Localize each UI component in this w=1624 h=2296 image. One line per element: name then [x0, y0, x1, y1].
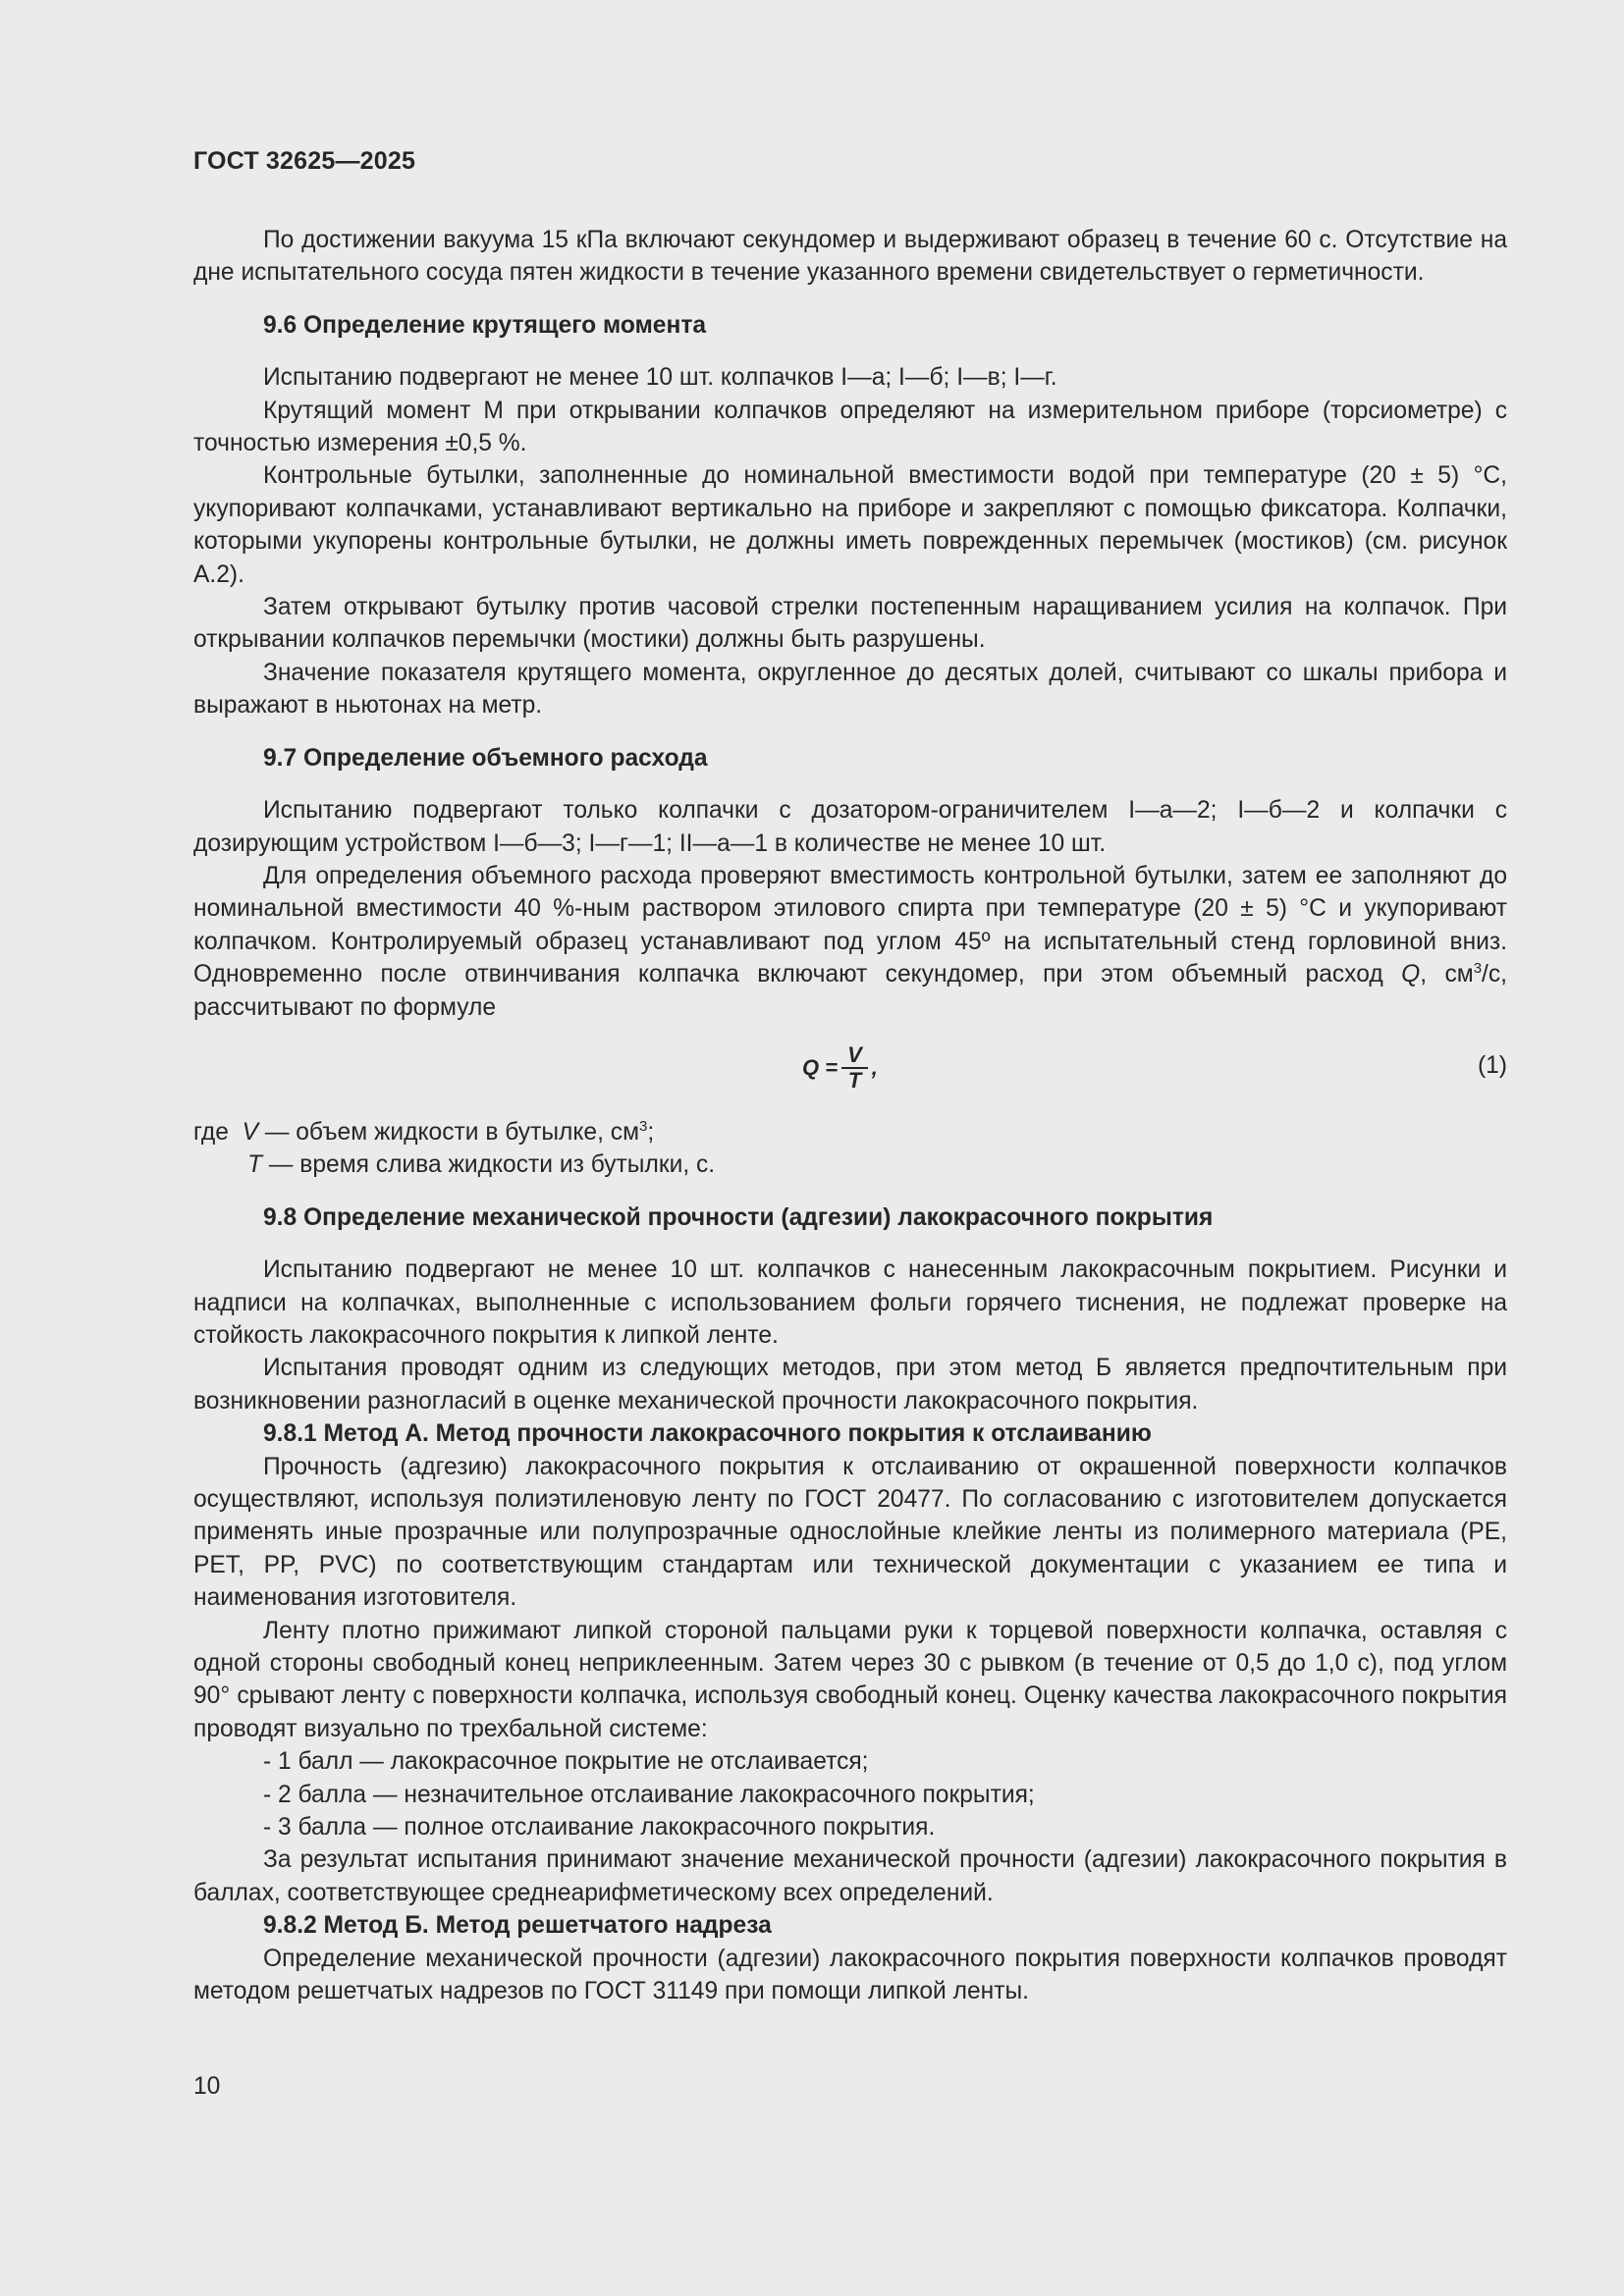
formula-fraction: [841, 1043, 868, 1093]
document-header: ГОСТ 32625—2025: [193, 147, 416, 175]
paragraph: Контрольные бутылки, заполненные до номинальной вместимости водой при температуре (20 ± 5) °С, укупоривают колпачками, устанавливают вертикально на приборе и закрепляют с помощью фиксатора. Колпачки, которыми укупорены контрольные бутылки, не должны иметь поврежденных перемычек (мостиков) (см. рисунок А.2).: [193, 462, 1507, 588]
formula-numerator: V: [841, 1043, 868, 1069]
formula-legend: [193, 1116, 1507, 1182]
paragraph: Ленту плотно прижимают липкой стороной пальцами руки к торцевой поверхности колпачка, оставляя с одной стороны свободный конец неприклеенным. Затем через 30 с рывком (в течение от 0,5 до 1,0 с), под углом 90° срывают ленту с поверхности колпачка, используя свободный конец. Оценку качества лакокрасочного покрытия проводят визуально по трехбальной системе:: [193, 1617, 1507, 1742]
paragraph: Крутящий момент М при открывании колпачков определяют на измерительном приборе (торсиометре) с точностью измерения ±0,5 %.: [193, 397, 1507, 457]
formula-tail: ,: [871, 1055, 878, 1081]
formula-lhs: Q =: [802, 1055, 839, 1081]
paragraph: Определение механической прочности (адгезии) лакокрасочного покрытия поверхности колпачков проводят методом решетчатых надрезов по ГОСТ 31149 при помощи липкой ленты.: [193, 1945, 1507, 2005]
paragraph: Прочность (адгезию) лакокрасочного покрытия к отслаиванию от окрашенной поверхности колпачков осуществляют, используя полиэтиленовую ленту по ГОСТ 20477. По согласованию с изготовителем допускается применять иные прозрачные или полупрозрачные однослойные клейкие ленты из полимерного материала (PE, PET, PP, PVC) по соответствующим стандартам или технической документации с указанием ее типа и наименования изготовителя.: [193, 1453, 1507, 1612]
formula-1: [193, 1036, 1507, 1116]
legend-v: где V — объем жидкости в бутылке, $см^3$;: [193, 1117, 655, 1146]
legend-t: T — время слива жидкости из бутылки, с.: [247, 1151, 716, 1179]
paragraph: Испытанию подвергают не менее 10 шт. колпачков с нанесенным лакокрасочным покрытием. Рисунки и надписи на колпачках, выполненные с использованием фольги горячего тиснения, не подлежат проверке на стойкость лакокрасочного покрытия к липкой ленте.: [193, 1256, 1507, 1349]
page-number: 10: [193, 2073, 221, 2100]
paragraph: Испытанию подвергают не менее 10 шт. колпачков I—а; I—б; I—в; I—г.: [263, 364, 1057, 392]
paragraph: Испытанию подвергают только колпачки с дозатором-ограничителем I—а—2; I—б—2 и колпачки с дозирующим устройством I—б—3; I—г—1; II—а—1 в количестве не менее 10 шт.: [193, 797, 1507, 857]
section-9-8-2-title: 9.8.2 Метод Б. Метод решетчатого надреза: [263, 1912, 772, 1940]
formula-expression: [802, 1043, 878, 1093]
section-9-8-1-title: 9.8.1 Метод А. Метод прочности лакокрасочного покрытия к отслаиванию: [263, 1420, 1152, 1448]
section-9-8-title: 9.8 Определение механической прочности (адгезии) лакокрасочного покрытия: [263, 1203, 1214, 1231]
list-item: - 1 балл — лакокрасочное покрытие не отслаивается;: [263, 1748, 869, 1776]
section-9-7-title: 9.7 Определение объемного расхода: [263, 744, 708, 772]
paragraph: Значение показателя крутящего момента, округленное до десятых долей, считывают со шкалы прибора и выражают в ньютонах на метр.: [193, 659, 1507, 720]
paragraph: Испытания проводят одним из следующих методов, при этом метод Б является предпочтительным при возникновении разногласий в оценке механической прочности лакокрасочного покрытия.: [193, 1355, 1507, 1415]
formula-denominator: T: [847, 1067, 862, 1093]
intro-paragraph: По достижении вакуума 15 кПа включают секундомер и выдерживают образец в течение 60 с. Отсутствие на дне испытательного сосуда пятен жидкости в течение указанного времени свидетельствует о герметичности.: [193, 227, 1507, 287]
section-9-6-title: 9.6 Определение крутящего момента: [263, 311, 707, 339]
list-item: - 3 балла — полное отслаивание лакокрасочного покрытия.: [263, 1814, 936, 1842]
list-item: - 2 балла — незначительное отслаивание лакокрасочного покрытия;: [263, 1781, 1035, 1808]
paragraph: Затем открывают бутылку против часовой стрелки постепенным наращиванием усилия на колпачок. При открывании колпачков перемычки (мостики) должны быть разрушены.: [193, 594, 1507, 654]
formula-number: (1): [1477, 1051, 1507, 1079]
document-body: [193, 224, 1507, 2008]
paragraph: За результат испытания принимают значение механической прочности (адгезии) лакокрасочного покрытия в баллах, соответствующее среднеарифметическому всех определений.: [193, 1846, 1507, 1906]
paragraph: Для определения объемного расхода проверяют вместимость контрольной бутылки, затем ее заполняют до номинальной вместимости 40 %-ным раствором этилового спирта при температуре (20 ± 5) °С и укупоривают колпачком. Контролируемый образец устанавливают под углом 45º на испытательный стенд горловиной вниз. Одновременно после отвинчивания колпачка включают секундомер, при этом объемный расход Q, $см^3/с$, рассчитывают по формуле: [193, 862, 1507, 1021]
